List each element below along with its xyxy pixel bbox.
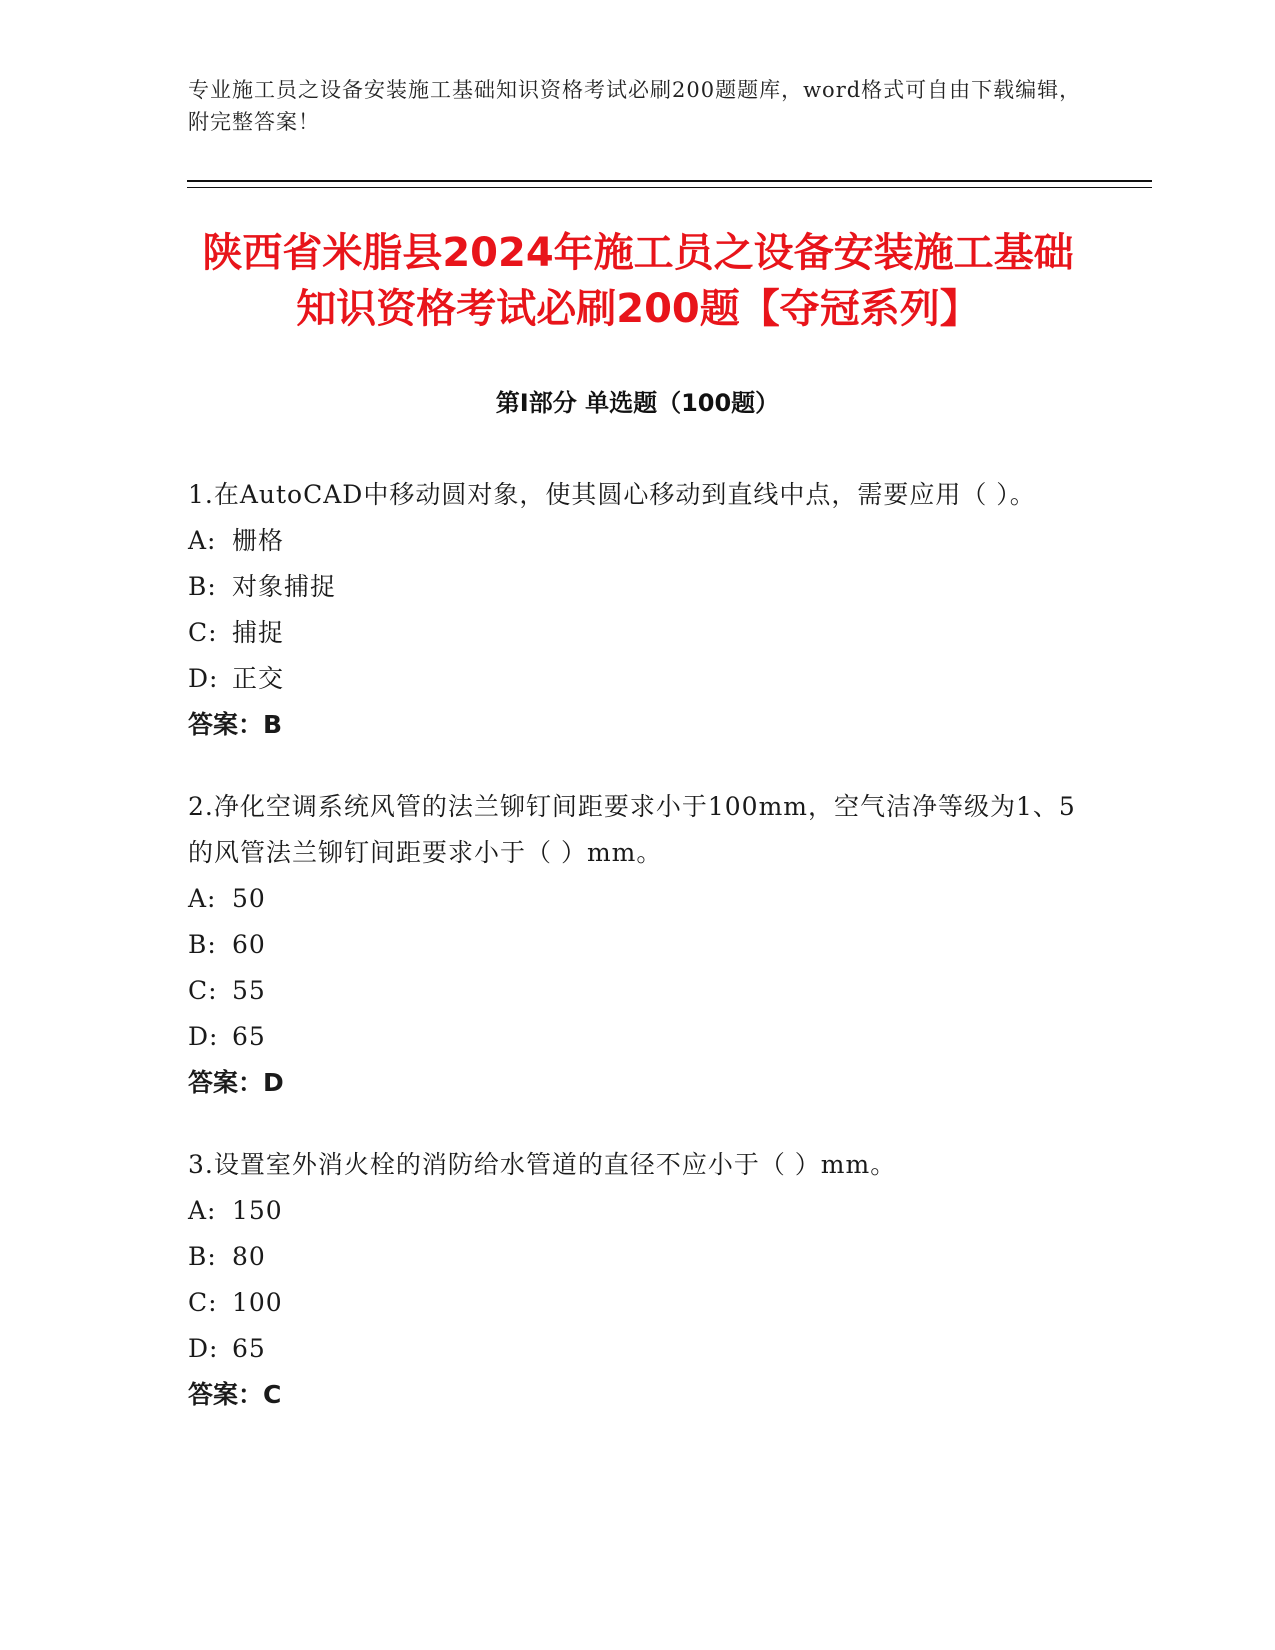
- option-letter: A:: [188, 1196, 217, 1225]
- document-title: 陕西省米脂县2024年施工员之设备安装施工基础知识资格考试必刷200题【夺冠系列】: [202, 230, 1074, 332]
- question-stem: 2.净化空调系统风管的法兰铆钉间距要求小于100mm，空气洁净等级为1、5的风管法兰铆钉间距要求小于（ ）mm。: [188, 792, 1076, 867]
- header-note: 专业施工员之设备安装施工基础知识资格考试必刷200题题库，word格式可自由下载编辑，附完整答案！: [188, 78, 1082, 134]
- question-stem: 1.在AutoCAD中移动圆对象，使其圆心移动到直线中点，需要应用（ ）。: [188, 480, 1036, 509]
- option-text: 正交: [232, 664, 285, 693]
- option-text: 80: [232, 1242, 266, 1271]
- option-b: [188, 922, 1088, 968]
- option-text: 65: [232, 1334, 266, 1363]
- option-letter: D:: [188, 1334, 219, 1363]
- option-letter: A:: [188, 884, 217, 913]
- question-stem: 3.设置室外消火栓的消防给水管道的直径不应小于（ ）mm。: [188, 1150, 897, 1179]
- question-1: [188, 472, 1088, 748]
- option-text: 60: [232, 930, 266, 959]
- option-letter: B:: [188, 572, 217, 601]
- option-c: [188, 1280, 1088, 1326]
- option-b: [188, 564, 1088, 610]
- option-letter: D:: [188, 1022, 219, 1051]
- option-text: 150: [232, 1196, 283, 1225]
- question-3: [188, 1142, 1088, 1418]
- option-c: [188, 610, 1088, 656]
- option-letter: B:: [188, 930, 217, 959]
- option-a: [188, 518, 1088, 564]
- question-2: [188, 784, 1088, 1106]
- option-text: 50: [232, 884, 266, 913]
- section-heading: 第I部分 单选题（100题）: [495, 389, 780, 417]
- option-a: [188, 876, 1088, 922]
- option-letter: B:: [188, 1242, 217, 1271]
- option-d: [188, 1014, 1088, 1060]
- option-letter: A:: [188, 526, 217, 555]
- option-text: 栅格: [232, 526, 285, 555]
- option-letter: D:: [188, 664, 219, 693]
- question-list: [188, 472, 1088, 1454]
- option-letter: C:: [188, 618, 218, 647]
- header-rule-thick: [187, 180, 1152, 182]
- option-a: [188, 1188, 1088, 1234]
- option-text: 65: [232, 1022, 266, 1051]
- option-letter: C:: [188, 1288, 218, 1317]
- answer-line: 答案：C: [188, 1380, 282, 1409]
- option-text: 捕捉: [232, 618, 285, 647]
- option-letter: C:: [188, 976, 218, 1005]
- option-text: 100: [232, 1288, 283, 1317]
- option-d: [188, 1326, 1088, 1372]
- option-text: 55: [232, 976, 266, 1005]
- option-d: [188, 656, 1088, 702]
- option-text: 对象捕捉: [232, 572, 337, 601]
- option-b: [188, 1234, 1088, 1280]
- option-c: [188, 968, 1088, 1014]
- answer-line: 答案：B: [188, 710, 283, 739]
- answer-line: 答案：D: [188, 1068, 284, 1097]
- header-rule-thin: [187, 187, 1152, 188]
